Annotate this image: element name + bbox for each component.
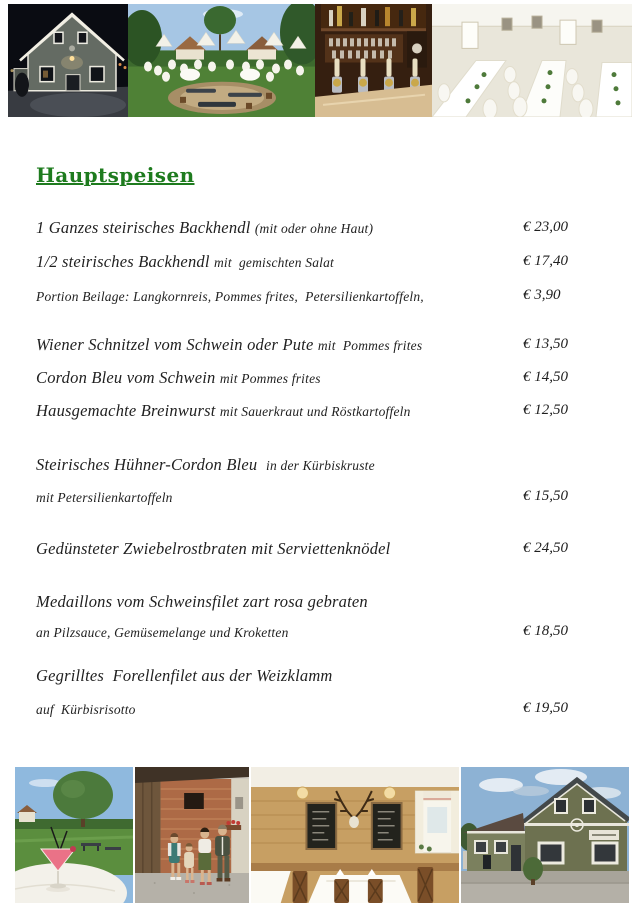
photo-cocktail-garden xyxy=(15,767,133,903)
menu-item-line xyxy=(36,592,622,618)
dish-price: € 19,50 xyxy=(523,700,568,716)
photo-dining-room xyxy=(251,767,459,903)
menu-item-line xyxy=(36,666,622,692)
dish-name: Wiener Schnitzel vom Schwein oder Pute xyxy=(36,335,318,354)
dish-name: 1 Ganzes steirisches Backhendl xyxy=(36,218,255,237)
page-title: Hauptspeisen xyxy=(36,163,195,187)
dish-price: € 17,40 xyxy=(523,253,568,269)
green-building-illustration xyxy=(461,767,629,903)
dish-name: Cordon Bleu vom Schwein xyxy=(36,368,220,387)
dish-price: € 3,90 xyxy=(523,287,561,303)
dish-price: € 12,50 xyxy=(523,402,568,418)
dish-name: Gegrilltes Forellenfilet aus der Weizklamm xyxy=(36,666,333,685)
menu-item-line xyxy=(36,455,622,481)
menu-item-line xyxy=(36,368,622,394)
dish-description: mit Pommes frites xyxy=(219,371,321,386)
dish-name: Steirisches Hühner-Cordon Bleu xyxy=(36,455,267,474)
menu-item-line xyxy=(36,622,622,648)
dining-room-illustration xyxy=(251,767,459,903)
menu-item-line xyxy=(36,286,622,312)
photo-family-barn xyxy=(135,767,249,903)
dish-price: € 15,50 xyxy=(523,488,568,504)
dish-price: € 23,00 xyxy=(523,219,568,235)
menu-item-line xyxy=(36,218,622,244)
dish-description: Portion Beilage: Langkornreis, Pommes frites, Petersilienkartoffeln, xyxy=(36,289,424,304)
dish-description: (mit oder ohne Haut) xyxy=(254,221,374,236)
menu-item-line xyxy=(36,487,622,513)
dish-description: an Pilzsauce, Gemüsemelange und Kroketten xyxy=(36,625,289,640)
photo-restaurant-exterior xyxy=(461,767,629,903)
menu-item-line xyxy=(36,699,622,725)
dish-description: mit Petersilienkartoffeln xyxy=(36,490,173,505)
menu-item-line xyxy=(36,539,622,565)
dish-name: Hausgemachte Breinwurst xyxy=(36,401,220,420)
dish-description: mit Sauerkraut und Röstkartoffeln xyxy=(219,404,411,419)
dish-price: € 24,50 xyxy=(523,540,568,556)
menu-item-line xyxy=(36,335,622,361)
family-illustration xyxy=(135,767,249,903)
dish-description: in der Kürbiskruste xyxy=(266,458,375,473)
menu-item-line xyxy=(36,401,622,427)
menu-item-line xyxy=(36,252,622,278)
dish-name: 1/2 steirisches Backhendl xyxy=(36,252,214,271)
dish-price: € 13,50 xyxy=(523,336,568,352)
dish-description: auf Kürbisrisotto xyxy=(36,702,136,717)
cocktail-illustration xyxy=(15,767,133,903)
dish-name: Gedünsteter Zwiebelrostbraten mit Serviettenknödel xyxy=(36,539,391,558)
dish-description: mit gemischten Salat xyxy=(213,255,335,270)
dish-description: mit Pommes frites xyxy=(317,338,423,353)
dish-price: € 14,50 xyxy=(523,369,568,385)
dish-price: € 18,50 xyxy=(523,623,568,639)
dish-name: Medaillons vom Schweinsfilet zart rosa gebraten xyxy=(36,592,368,611)
photo-strip-bottom xyxy=(15,767,631,903)
